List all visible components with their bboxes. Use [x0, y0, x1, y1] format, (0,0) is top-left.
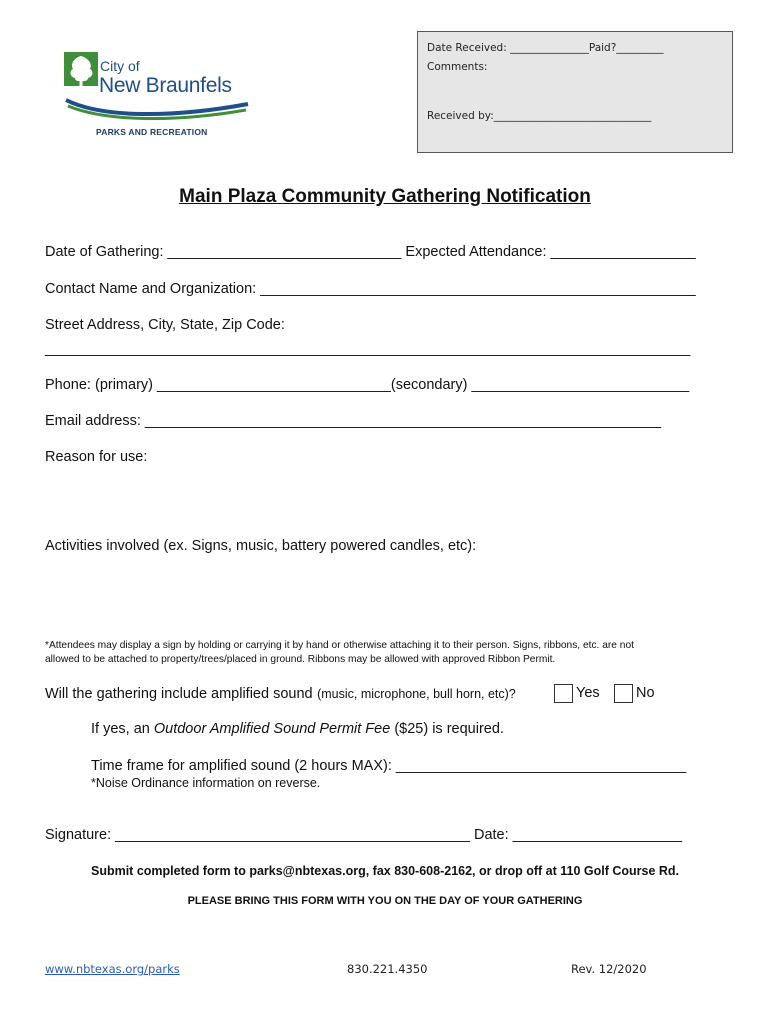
office-use-box — [417, 31, 733, 153]
yes-label: Yes — [576, 685, 600, 701]
submit-instructions: Submit completed form to parks@nbtexas.org, fax 830-608-2162, or drop off at 110 Golf Course Rd. — [90, 864, 680, 878]
address-field[interactable]: ________________________________________________________________________________ — [45, 341, 691, 357]
address-label: Street Address, City, State, Zip Code: — [45, 317, 285, 333]
amplified-question-detail: (music, microphone, bull horn, etc)? — [317, 687, 516, 701]
logo-city-of: City of — [100, 58, 140, 74]
email-field[interactable]: Email address: ________________________________________________________________ — [45, 413, 662, 429]
bring-form-notice: PLEASE BRING THIS FORM WITH YOU ON THE DAY OF YOUR GATHERING — [187, 895, 583, 907]
no-checkbox[interactable] — [614, 684, 633, 703]
permit-name: Outdoor Amplified Sound Permit Fee — [153, 721, 391, 737]
comments-label: Comments: — [427, 61, 488, 73]
reason-label: Reason for use: — [45, 449, 148, 465]
no-label: No — [636, 685, 655, 701]
permit-suffix: ($25) is required. — [390, 721, 504, 737]
swoosh-icon — [62, 96, 252, 122]
permit-fee-note — [91, 721, 504, 737]
permit-prefix: If yes, an — [91, 721, 154, 737]
attendee-note-line1: *Attendees may display a sign by holding or carrying it by hand or otherwise attaching it to their person. Signs, ribbons, etc. are not — [45, 640, 634, 651]
yes-checkbox[interactable] — [554, 684, 573, 703]
logo-city-name: New Braunfels — [99, 74, 232, 97]
amplified-question — [45, 685, 516, 703]
phone-field[interactable]: Phone: (primary) _____________________________(secondary) ___________________________ — [45, 377, 690, 393]
received-by: Received by:______________________________ — [427, 110, 652, 122]
date-attendance-field[interactable]: Date of Gathering: _____________________________ Expected Attendance: __________________ — [45, 244, 696, 260]
footer-phone: 830.221.4350 — [347, 962, 428, 976]
form-title: Main Plaza Community Gathering Notification — [179, 186, 591, 207]
amplified-question-text: Will the gathering include amplified sound — [45, 686, 313, 702]
contact-field[interactable]: Contact Name and Organization: ______________________________________________________ — [45, 281, 696, 297]
tree-icon — [64, 52, 98, 94]
signature-date-field[interactable]: Signature: ____________________________________________ Date: _____________________ — [45, 827, 683, 843]
city-logo — [62, 50, 252, 142]
timeframe-field[interactable]: Time frame for amplified sound (2 hours MAX): ____________________________________ — [91, 758, 687, 774]
noise-note: *Noise Ordinance information on reverse. — [91, 776, 321, 790]
activities-label: Activities involved (ex. Signs, music, battery powered candles, etc): — [45, 538, 477, 554]
website-link[interactable]: www.nbtexas.org/parks — [45, 962, 180, 976]
attendee-note-line2: allowed to be attached to property/trees/placed in ground. Ribbons may be allowed with approved Ribbon Permit. — [45, 654, 556, 665]
date-received-paid: Date Received: _______________Paid?_________ — [427, 42, 664, 54]
footer-revision: Rev. 12/2020 — [571, 962, 647, 976]
logo-department: PARKS AND RECREATION — [96, 127, 208, 137]
